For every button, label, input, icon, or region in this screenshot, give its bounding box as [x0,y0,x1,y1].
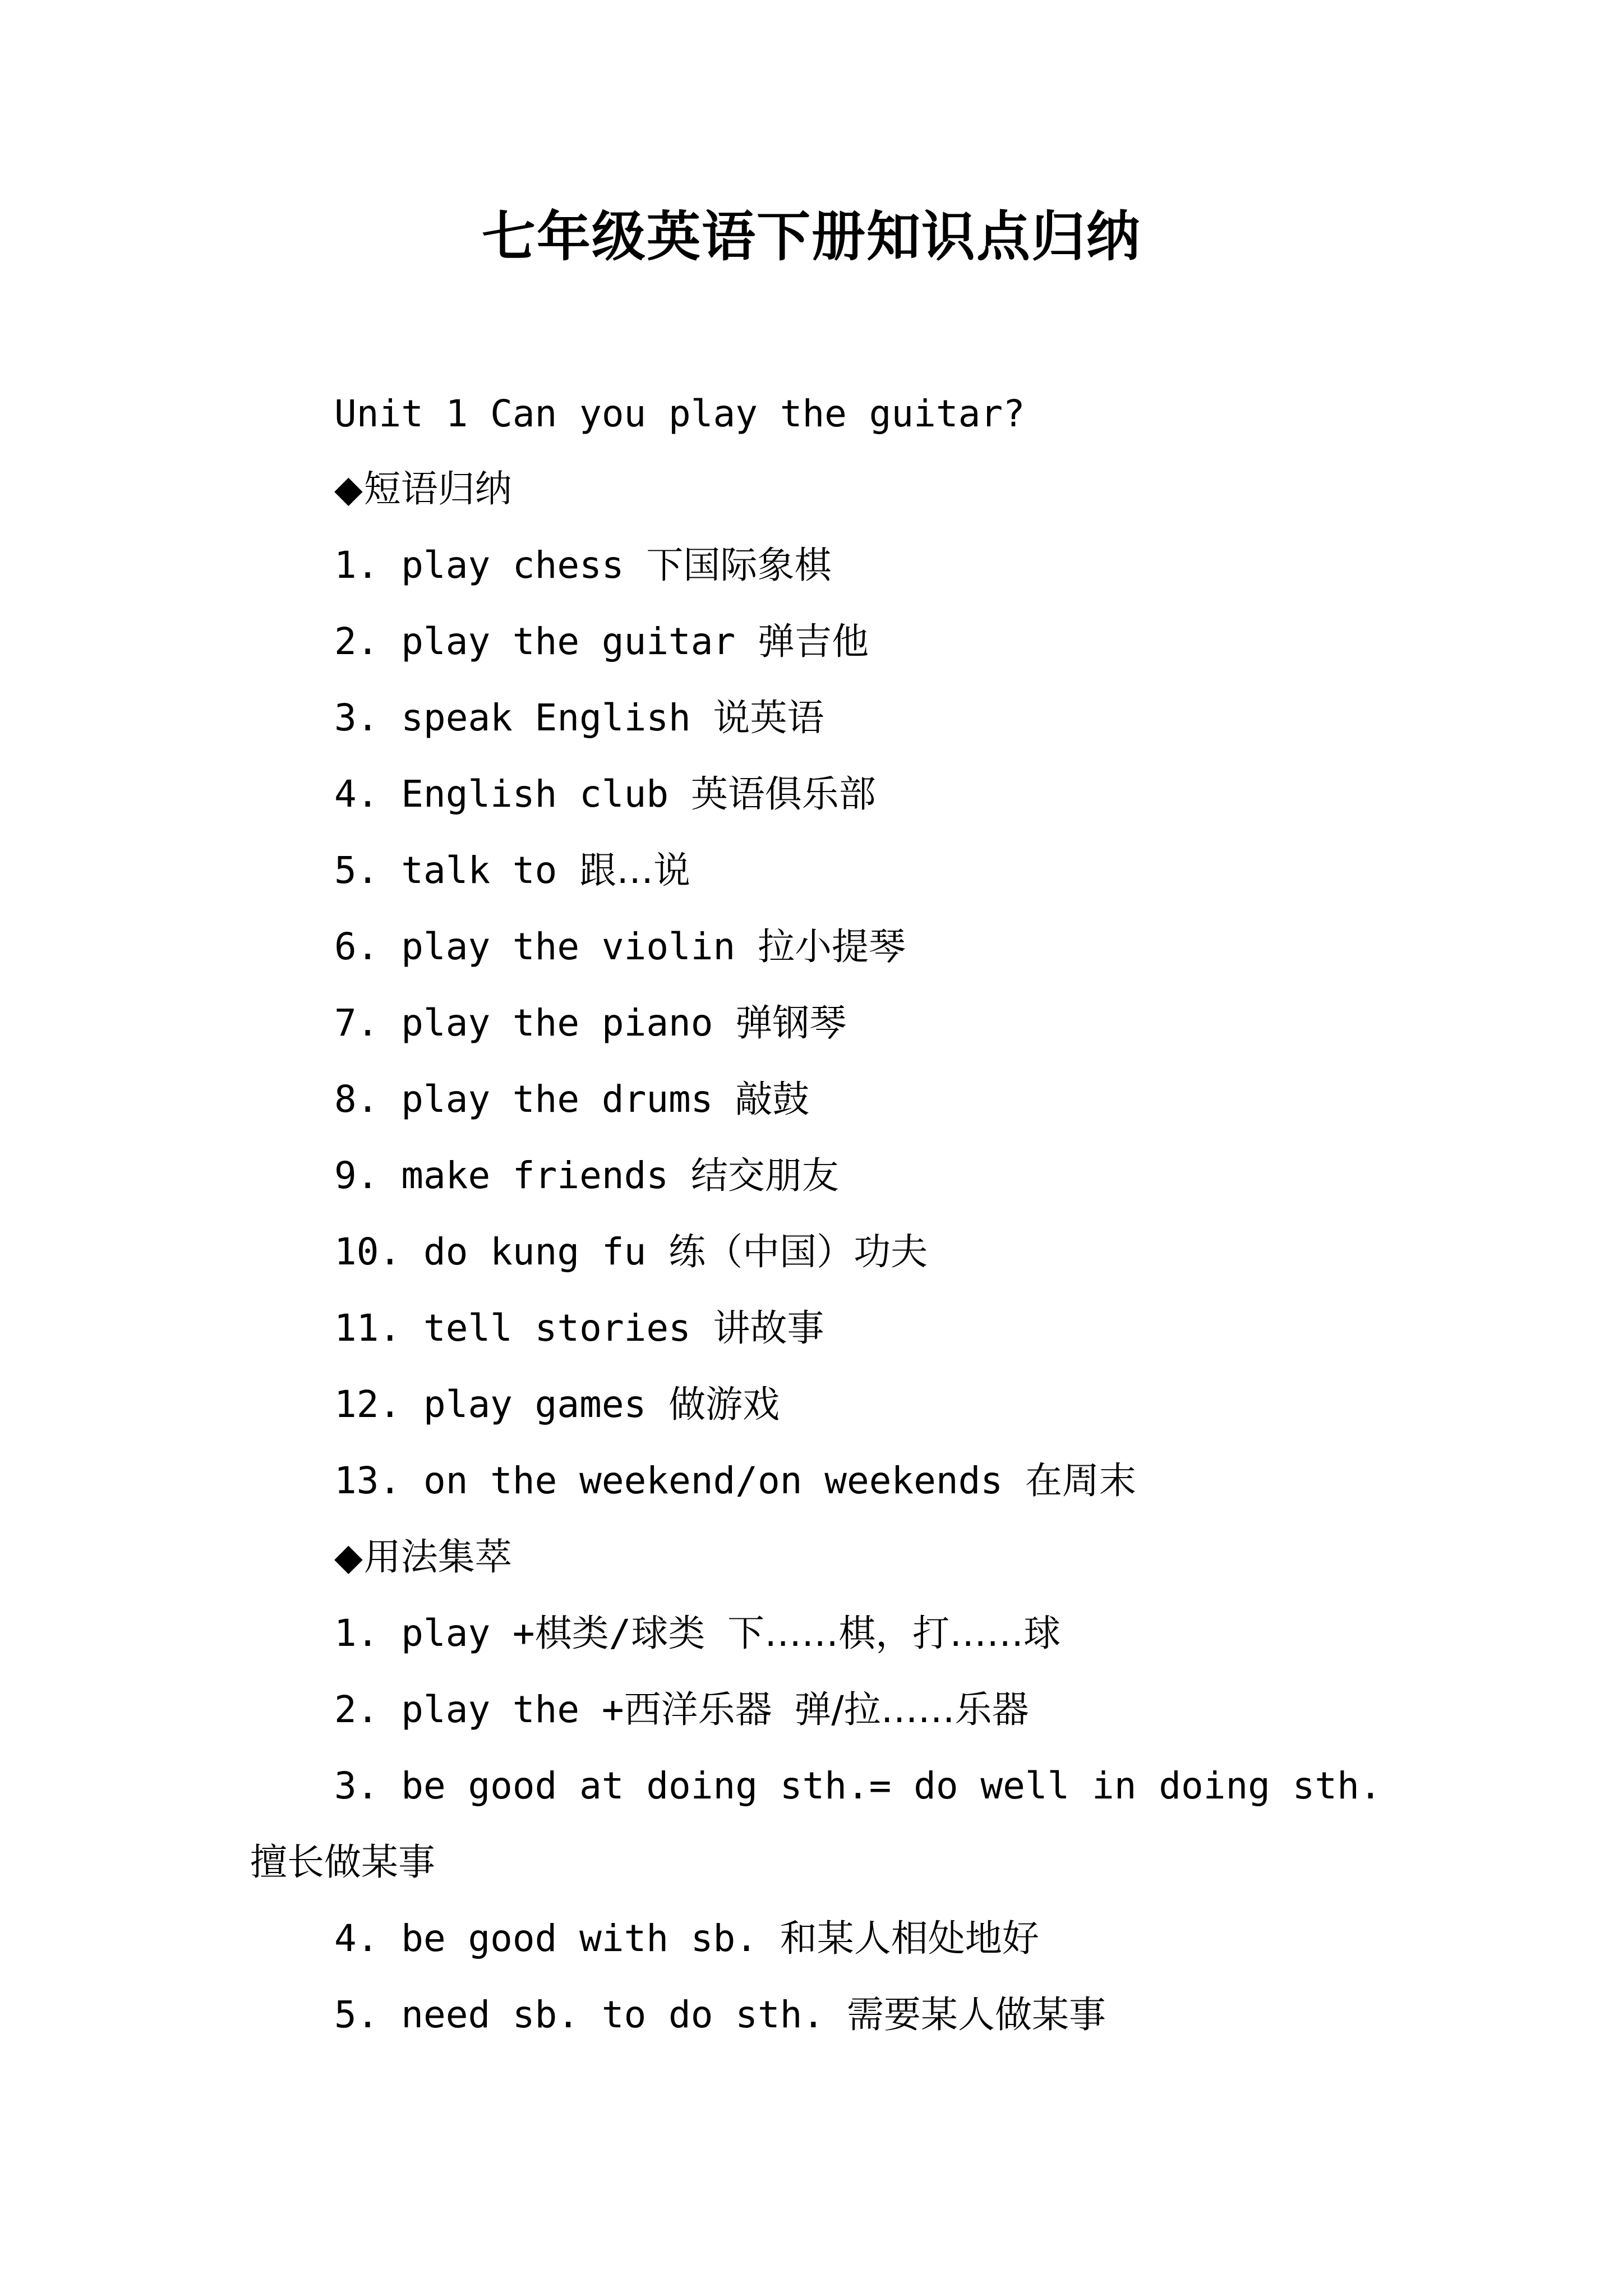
usage-item [334,1607,1061,1660]
phrase-item [334,1301,824,1355]
phrase-item [334,1454,1136,1508]
item-chinese: 英语俱乐部 [690,772,876,816]
item-chinese: 下……棋，打……球 [727,1612,1061,1655]
phrase-item [334,691,824,745]
phrase-item [334,1149,839,1203]
item-chinese: 和某人相处地好 [780,1917,1039,1960]
diamond-bullet-icon: ◆ [334,1535,363,1579]
item-english: play +棋类/球类 [401,1612,706,1655]
item-chinese: 下国际象棋 [646,544,832,587]
item-chinese: 需要某人做某事 [846,1993,1106,2036]
phrase-item [334,1073,809,1126]
section-heading-phrases [334,462,512,516]
item-number: 5. [334,849,379,892]
item-chinese: 练（中国）功夫 [668,1230,928,1273]
item-number: 8. [334,1078,379,1121]
document-title: 七年级英语下册知识点归纳 [482,205,1141,268]
item-number: 7. [334,1001,379,1045]
item-number: 13. [334,1459,402,1502]
item-english: be good with sb. [401,1917,758,1960]
phrase-item [334,844,690,898]
item-english: play the guitar [401,620,736,663]
item-chinese: 结交朋友 [690,1154,839,1197]
phrase-item [334,920,906,974]
item-english: speak English [401,696,691,739]
item-number: 1. [334,1612,379,1655]
item-number: 3. [334,696,379,739]
item-english: English club [401,772,669,816]
item-number: 3. [334,1764,379,1807]
item-english: make friends [401,1154,669,1197]
item-english: need sb. to do sth. [401,1993,825,2036]
phrase-item [334,1225,928,1279]
item-chinese: 擅长做某事 [250,1841,435,1884]
item-number: 1. [334,544,379,587]
usage-item [334,1683,1029,1737]
item-english: on the weekend/on weekends [423,1459,1003,1502]
diamond-bullet-icon: ◆ [334,467,363,510]
item-english: play the piano [401,1001,713,1045]
phrase-item [334,615,869,669]
item-chinese: 在周末 [1025,1459,1136,1502]
item-english: play the drums [401,1078,713,1121]
usage-item [334,1988,1106,2042]
item-english: play chess [401,544,624,587]
item-number: 2. [334,620,379,663]
item-number: 10. [334,1230,402,1273]
item-english: be good at doing sth.= do well in doing sth. [401,1764,1382,1807]
unit-heading: Unit 1 Can you play the guitar? [334,392,1025,435]
item-number: 2. [334,1688,379,1731]
item-chinese: 拉小提琴 [758,925,906,968]
phrase-item [334,1378,780,1432]
item-chinese: 弹钢琴 [735,1001,847,1045]
item-number: 9. [334,1154,379,1197]
phrase-item [334,767,876,821]
item-chinese: 敲鼓 [735,1078,810,1121]
item-number: 11. [334,1306,402,1350]
item-chinese: 弹/拉……乐器 [794,1688,1029,1731]
item-english: play games [423,1383,647,1426]
item-number: 4. [334,772,379,816]
item-number: 12. [334,1383,402,1426]
item-number: 4. [334,1917,379,1960]
section-heading-label: 用法集萃 [363,1535,512,1579]
item-chinese: 做游戏 [668,1383,780,1426]
item-english: talk to [401,849,557,892]
item-english: tell stories [423,1306,691,1350]
item-number: 5. [334,1993,379,2036]
usage-item [334,1912,1039,1966]
item-english: do kung fu [423,1230,647,1273]
section-heading-label: 短语归纳 [363,467,512,510]
section-heading-usage [334,1530,512,1584]
item-chinese: 跟…说 [579,849,691,892]
item-number: 6. [334,925,379,968]
item-chinese: 讲故事 [713,1306,824,1350]
usage-item [334,1759,1389,1813]
phrase-item [334,539,831,592]
item-english: play the +西洋乐器 [401,1688,772,1731]
item-english: play the violin [401,925,736,968]
phrase-item [334,996,846,1050]
item-chinese: 说英语 [713,696,824,739]
item-chinese: 弹吉他 [758,620,869,663]
